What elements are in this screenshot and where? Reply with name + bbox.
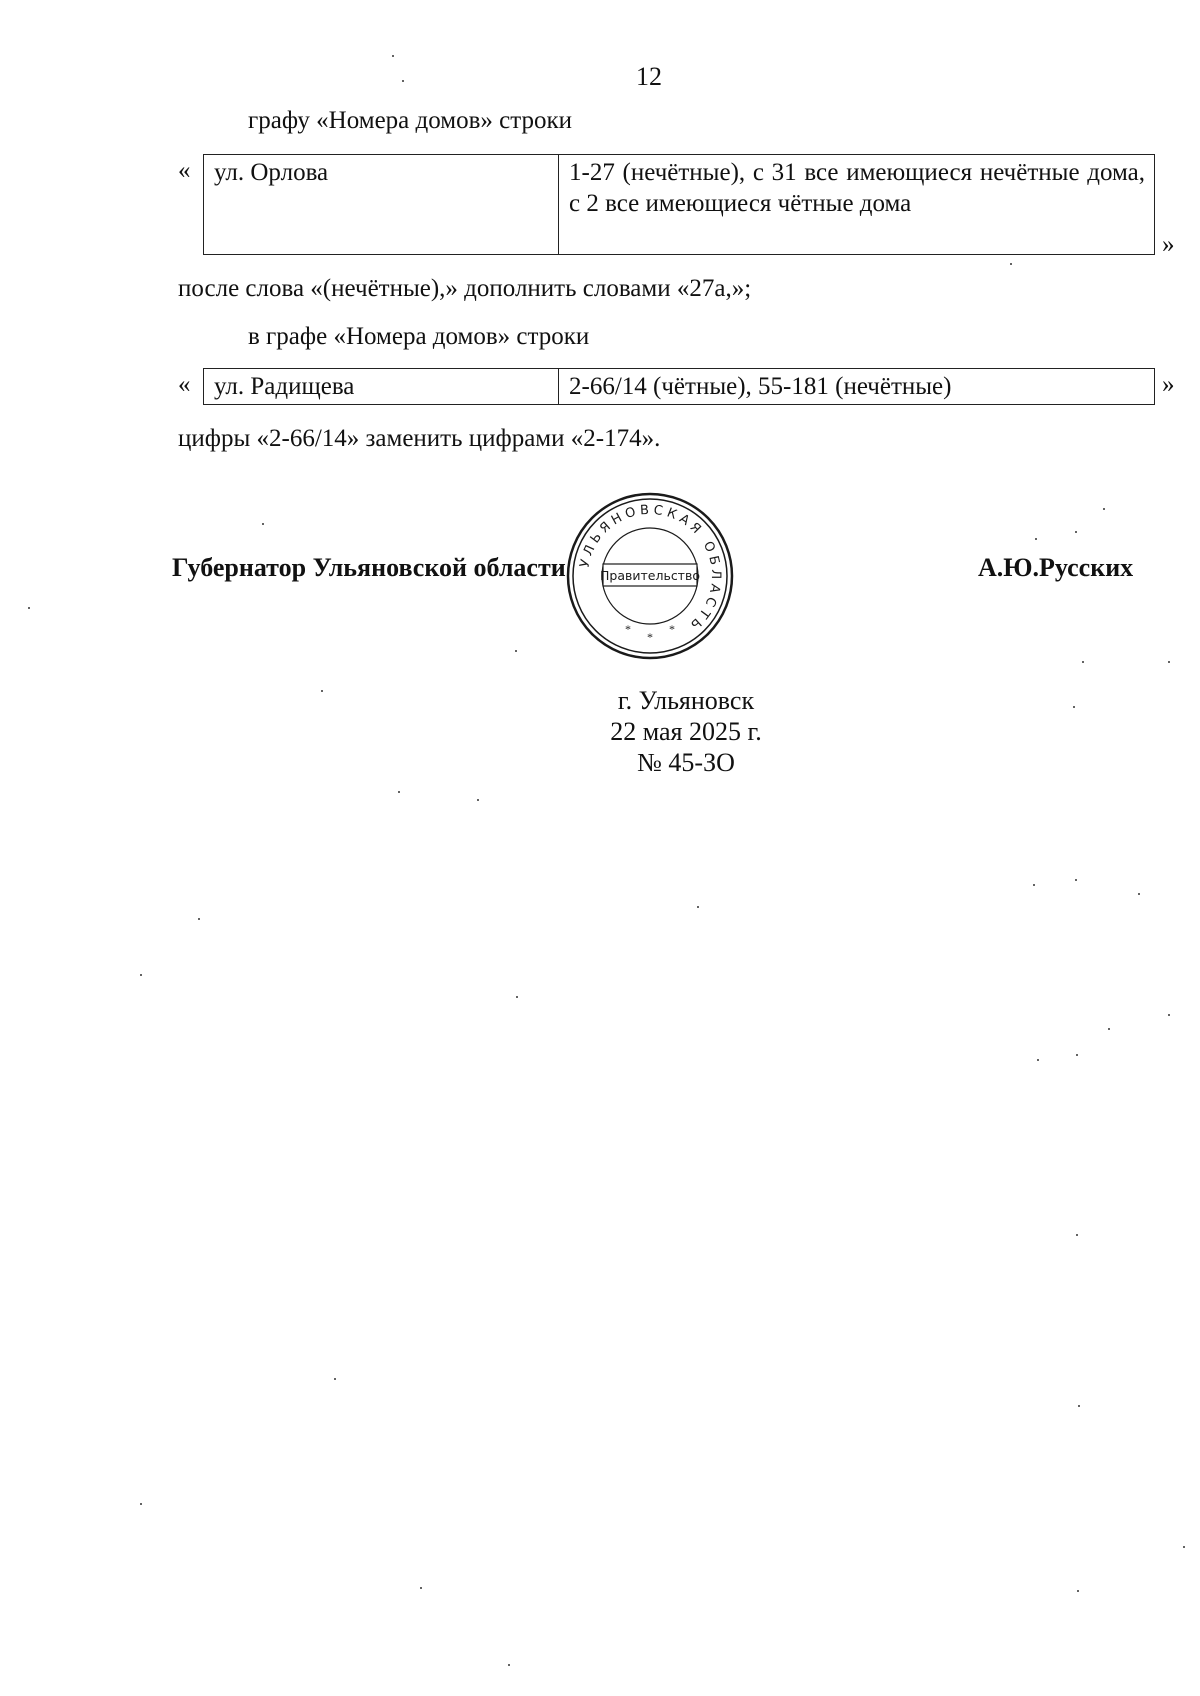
footer-city: г. Ульяновск <box>617 686 755 715</box>
svg-text:*: * <box>625 622 631 636</box>
svg-text:УЛЬЯНОВСКАЯ ОБЛАСТЬ: УЛЬЯНОВСКАЯ ОБЛАСТЬ <box>577 502 724 635</box>
signature-name: А.Ю.Русских <box>978 553 1134 582</box>
footer-date: 22 мая 2025 г. <box>610 717 762 746</box>
street-cell: ул. Радищева <box>204 369 559 405</box>
street-cell: ул. Орлова <box>204 155 559 255</box>
footer-law-number: № 45-ЗО <box>637 748 735 777</box>
amendment1-close-quote: » <box>1162 231 1175 258</box>
amendment2-instruction: цифры «2-66/14» заменить цифрами «2-174». <box>178 425 661 452</box>
amendment2-table <box>203 368 1155 405</box>
svg-text:*: * <box>669 622 675 636</box>
signature-position: Губернатор Ульяновской области <box>172 553 566 582</box>
official-seal <box>565 491 735 661</box>
houses-cell: 2-66/14 (чётные), 55-181 (нечётные) <box>559 369 1155 405</box>
svg-text:*: * <box>647 630 653 644</box>
amendment1-instruction: после слова «(нечётные),» дополнить словами «27а,»; <box>178 275 752 302</box>
amendment2-intro: в графе «Номера домов» строки <box>248 323 590 350</box>
page-number: 12 <box>636 62 662 91</box>
amendment2-open-quote: « <box>178 371 191 398</box>
seal-center-text: Правительство <box>600 568 700 583</box>
table-row <box>204 155 1155 255</box>
amendment1-intro: графу «Номера домов» строки <box>248 107 572 134</box>
amendment1-table <box>203 154 1155 255</box>
houses-cell: 1-27 (нечётные), с 31 все имеющиеся нечётные дома, с 2 все имеющиеся чётные дома <box>559 155 1155 255</box>
amendment2-close-quote: » <box>1162 371 1175 398</box>
amendment1-open-quote: « <box>178 157 191 184</box>
table-row <box>204 369 1155 405</box>
